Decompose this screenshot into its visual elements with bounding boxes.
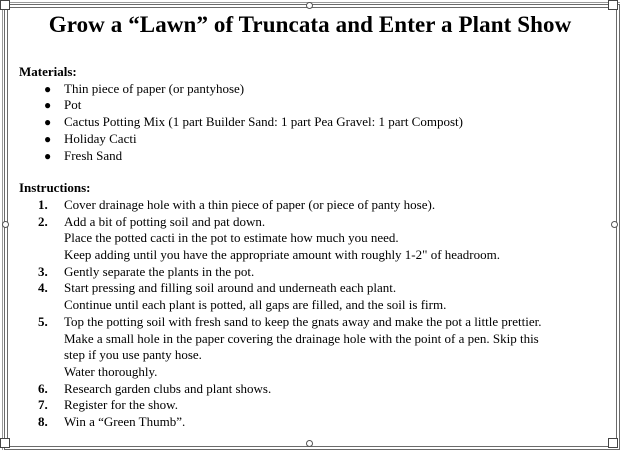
step-item — [19, 397, 609, 414]
step-text: Gently separate the plants in the pot. — [64, 263, 255, 279]
list-item: ● Holiday Cacti — [44, 130, 137, 146]
bullet-icon: ● — [44, 98, 52, 113]
resize-handle-top-left[interactable] — [0, 0, 10, 10]
step-text: Make a small hole in the paper covering the drainage hole with the point of a pen. Skip this — [64, 330, 539, 346]
resize-handle-top[interactable] — [306, 2, 313, 9]
step-number: 6. — [38, 380, 48, 396]
bullet-icon: ● — [44, 81, 52, 96]
step-number: 1. — [38, 196, 48, 212]
list-item: ● Pot — [44, 97, 82, 113]
step-item — [19, 280, 609, 313]
resize-handle-left[interactable] — [2, 221, 9, 228]
resize-handle-right[interactable] — [611, 221, 618, 228]
step-item — [19, 214, 609, 264]
resize-handle-bottom-right[interactable] — [608, 438, 618, 448]
step-text: step if you use panty hose. — [64, 347, 202, 363]
document-body — [19, 64, 609, 431]
step-text: Continue until each plant is potted, all gaps are filled, and the soil is firm. — [64, 297, 447, 313]
document-title: Grow a “Lawn” of Truncata and Enter a Plant Show — [48, 12, 572, 37]
step-text: Research garden clubs and plant shows. — [64, 380, 272, 396]
step-number: 7. — [38, 397, 48, 413]
step-number: 8. — [38, 414, 48, 430]
resize-handle-bottom-left[interactable] — [0, 438, 10, 448]
step-number: 3. — [38, 263, 48, 279]
resize-handle-top-right[interactable] — [608, 0, 618, 10]
step-item — [19, 414, 609, 431]
step-text: Register for the show. — [64, 397, 178, 413]
step-number: 4. — [38, 280, 48, 296]
step-item — [19, 264, 609, 281]
materials-list — [19, 81, 609, 165]
step-text: Place the potted cacti in the pot to estimate how much you need. — [64, 230, 399, 246]
list-item: ● Thin piece of paper (or pantyhose) — [44, 80, 245, 96]
step-text: Keep adding until you have the appropriate amount with roughly 1-2" of headroom. — [64, 247, 501, 263]
step-item — [19, 314, 609, 381]
bullet-icon: ● — [44, 148, 52, 163]
step-item — [19, 197, 609, 214]
step-text: Cover drainage hole with a thin piece of paper (or piece of panty hose). — [64, 196, 436, 212]
instructions-heading: Instructions: — [19, 180, 91, 196]
list-item: ● Cactus Potting Mix (1 part Builder Sand: 1 part Pea Gravel: 1 part Compost) — [44, 114, 463, 130]
step-text: Start pressing and filling soil around and underneath each plant. — [64, 280, 397, 296]
step-item — [19, 381, 609, 398]
step-text: Water thoroughly. — [64, 363, 158, 379]
step-number: 5. — [38, 313, 48, 329]
bullet-icon: ● — [44, 115, 52, 130]
materials-heading: Materials: — [19, 64, 77, 79]
list-item: ● Fresh Sand — [44, 147, 123, 163]
step-text: Top the potting soil with fresh sand to keep the gnats away and make the pot a little prettier. — [64, 313, 542, 329]
resize-handle-bottom[interactable] — [306, 440, 313, 447]
step-text: Win a “Green Thumb”. — [64, 414, 186, 430]
instructions-list — [19, 197, 609, 431]
step-number: 2. — [38, 213, 48, 229]
step-text: Add a bit of potting soil and pat down. — [64, 213, 266, 229]
bullet-icon: ● — [44, 131, 52, 146]
